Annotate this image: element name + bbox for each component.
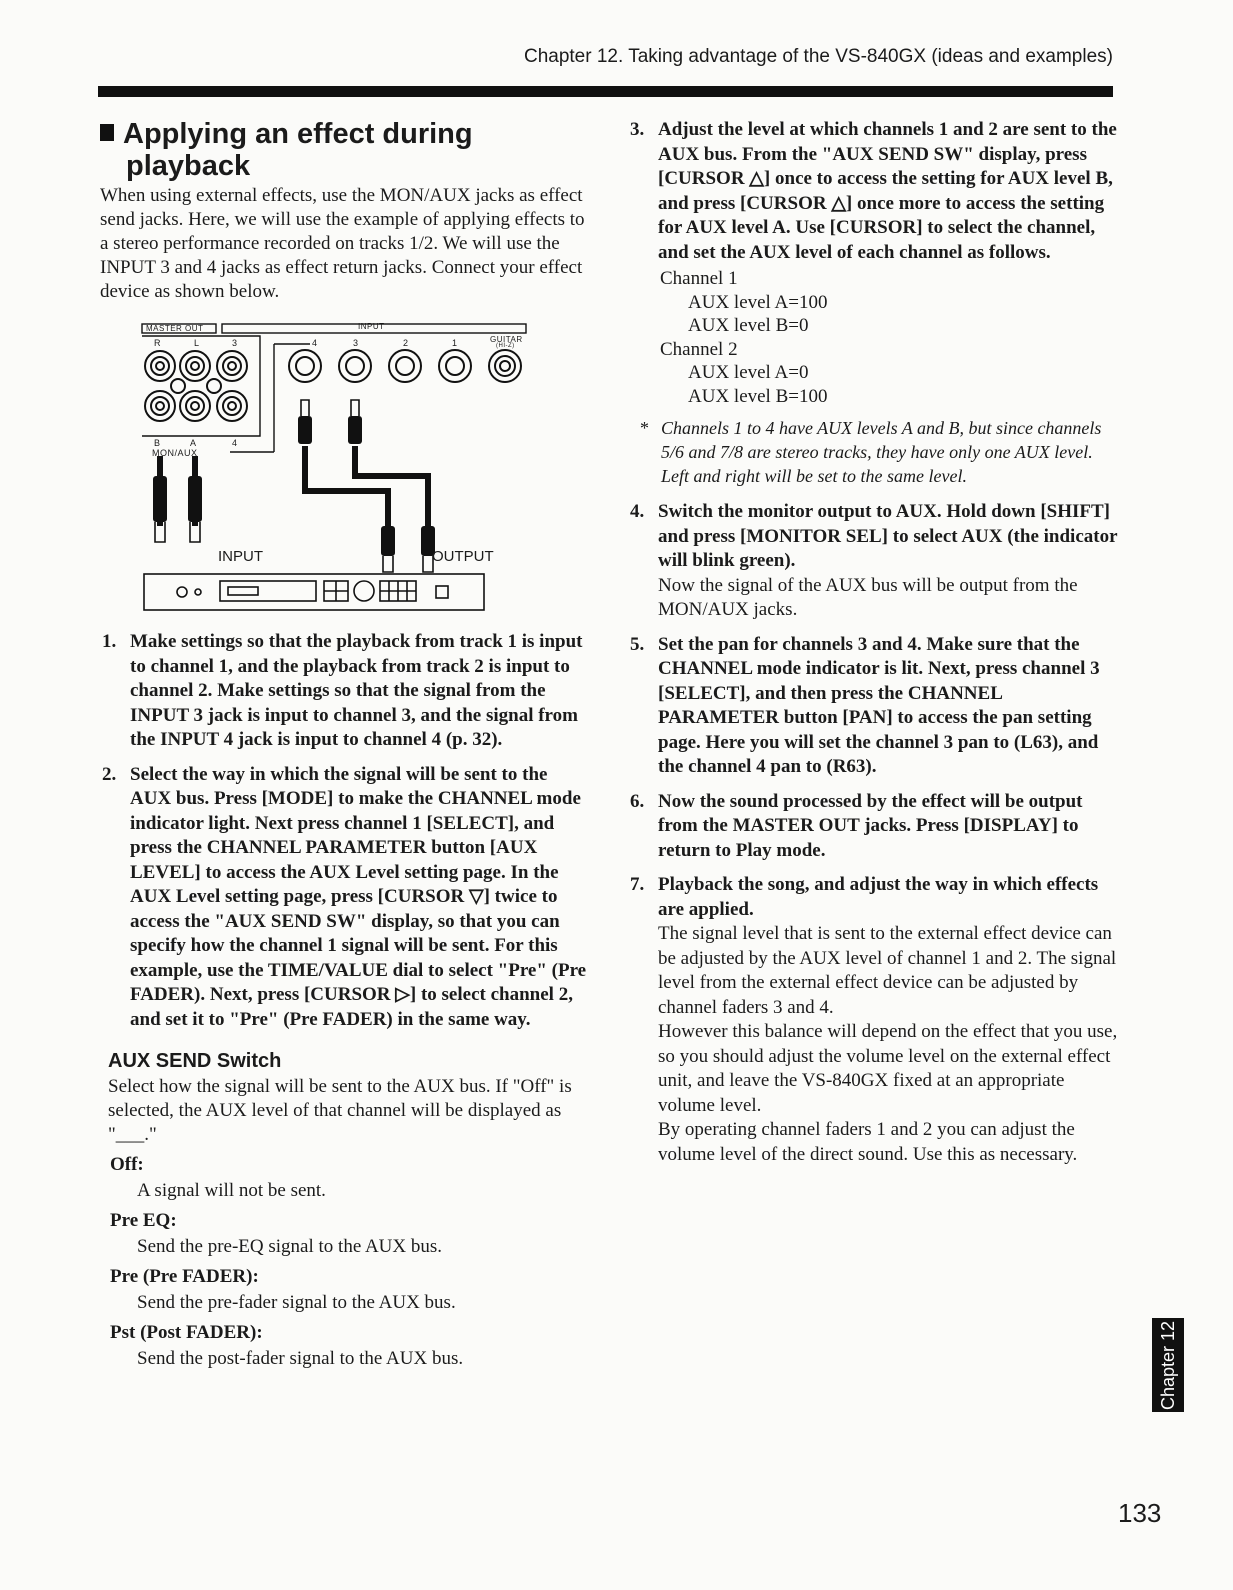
jack-2-label: 2 [403, 338, 409, 348]
connection-diagram [140, 316, 540, 616]
channel-1-label: Channel 1 [660, 268, 738, 289]
left-column [100, 118, 590, 1371]
step-5: 5. Set the pan for channels 3 and 4. Make sure that the CHANNEL mode indicator is lit. Next, press channel 3 [SELECT], and then press the CHANNEL PARAMETER button [PAN] to access the pan setting page. Here you will set the channel 3 pan to (L63), and the channel 4 pan to (R63). [630, 633, 1100, 777]
jack-4b-label: 4 [232, 438, 238, 448]
stereo-note: * Channels 1 to 4 have AUX levels A and B, but since channels 5/6 and 7/8 are stereo tracks, they have only one AUX level. Left and right will be set to the same level. [640, 418, 1102, 486]
section-title-line2: playback [126, 150, 251, 182]
step-1: 1. Make settings so that the playback from track 1 is input to channel 1, and the playback from track 2 is input to channel 2. Make settings so that the signal from the INPUT 3 jack is input to channel 3, and the signal from the INPUT 4 jack is input to channel 4 (p. 32). [102, 631, 583, 750]
jack-3b-label: 3 [353, 338, 359, 348]
jack-a-label: A [190, 438, 197, 448]
aux-def-off: A signal will not be sent. [137, 1180, 326, 1201]
device-input-label: INPUT [218, 548, 263, 565]
guitar-label: GUITAR [490, 335, 523, 344]
channel-2-label: Channel 2 [660, 338, 738, 360]
aux-def-preeq: Send the pre-EQ signal to the AUX bus. [137, 1236, 443, 1257]
jack-b-label: B [154, 438, 161, 448]
channel-1-aux-a: AUX level A=100 [688, 291, 828, 313]
aux-term-off: Off: [110, 1154, 144, 1175]
master-out-label: MASTER OUT [146, 324, 204, 333]
aux-term-pst: Pst (Post FADER): [110, 1322, 263, 1343]
intro-paragraph: When using external effects, use the MON/AUX jacks as effect send jacks. Here, we will use the example of applying effects to a stereo performance recorded on tracks 1/2. We will use the INPUT 3 and 4 jacks as effect return jacks. Connect your effect device as shown below. [100, 185, 585, 302]
jack-1-label: 1 [452, 338, 458, 348]
chapter-tab: Chapter 12 [1152, 1318, 1184, 1412]
device-output-label: OUTPUT [432, 548, 494, 565]
channel-1-aux-b: AUX level B=0 [688, 315, 809, 336]
jack-l-label: L [194, 338, 200, 348]
section-title [100, 118, 590, 182]
jack-r-label: R [154, 338, 161, 348]
step-4: 4. Switch the monitor output to AUX. Hold down [SHIFT] and press [MONITOR SEL] to select AUX (the indicator will blink green). Now the signal of the AUX bus will be output from the MON/AUX jacks. [630, 501, 1118, 620]
section-title-line1: Applying an effect during [123, 118, 473, 150]
aux-send-desc: Select how the signal will be sent to the AUX bus. If "Off" is selected, the AUX level of that channel will be displayed as "___." [108, 1076, 572, 1145]
channel-2-aux-a: AUX level A=0 [688, 362, 809, 383]
step-2: 2. Select the way in which the signal will be sent to the AUX bus. Press [MODE] to make the CHANNEL mode indicator light. Next press channel 1 [SELECT], and press the CHANNEL PARAMETER button [AUX LEVEL] to access the AUX Level setting page. In the AUX Level setting page, press [CURSOR ▽] twice to access the "AUX SEND SW" display, so that you can specify how the channel 1 signal will be sent. For this example, use the TIME/VALUE dial to select "Pre" (Pre FADER). Next, press [CURSOR ▷] to select channel 2, and set it to "Pre" (Pre FADER) in the same way. [102, 763, 587, 1030]
running-header: Chapter 12. Taking advantage of the VS-840GX (ideas and examples) [523, 46, 1113, 67]
step-6: 6. Now the sound processed by the effect will be output from the MASTER OUT jacks. Press [DISPLAY] to return to Play mode. [630, 790, 1083, 861]
aux-term-preeq: Pre EQ: [110, 1210, 177, 1231]
page-number: 133 [1118, 1498, 1162, 1528]
asterisk-icon: * [640, 418, 649, 438]
aux-send-heading: AUX SEND Switch [108, 1050, 282, 1072]
step-3: 3. Adjust the level at which channels 1 and 2 are sent to the AUX bus. From the "AUX SEND SW" display, press [CURSOR △] once to access the setting for AUX level B, and press [CURSOR △] once more to access the setting for AUX level A. Use [CURSOR] to select the channel, and set the AUX level of each channel as follows. [630, 119, 1117, 263]
jack-4-label: 4 [312, 338, 318, 348]
jack-3a-label: 3 [232, 338, 238, 348]
step-7: 7. Playback the song, and adjust the way in which effects are applied. The signal level that is sent to the external effect device can be adjusted by the AUX level of channel 1 and 2. The signal level from the external effect device can be adjusted by channel faders 3 and 4. However this balance will depend on the effect that you use, so you should adjust the volume level on the external effect unit, and leave the VS-840GX fixed at an appropriate volume level. By operating channel faders 1 and 2 you can adjust the volume level of the direct sound. Use this as necessary. [630, 874, 1118, 1165]
aux-term-pre: Pre (Pre FADER): [110, 1266, 259, 1287]
aux-def-pre: Send the pre-fader signal to the AUX bus. [137, 1292, 456, 1313]
header-rule [98, 86, 1113, 97]
aux-def-pst: Send the post-fader signal to the AUX bus. [137, 1348, 464, 1369]
hiz-label: (HI-Z) [496, 343, 515, 349]
connection-diagram-drawing [140, 316, 540, 616]
channel-2-aux-b: AUX level B=100 [688, 385, 828, 407]
mon-aux-label: MON/AUX [152, 448, 198, 458]
bullet-square-icon [100, 124, 114, 141]
right-column [628, 118, 1120, 1177]
input-label: INPUT [358, 322, 385, 331]
